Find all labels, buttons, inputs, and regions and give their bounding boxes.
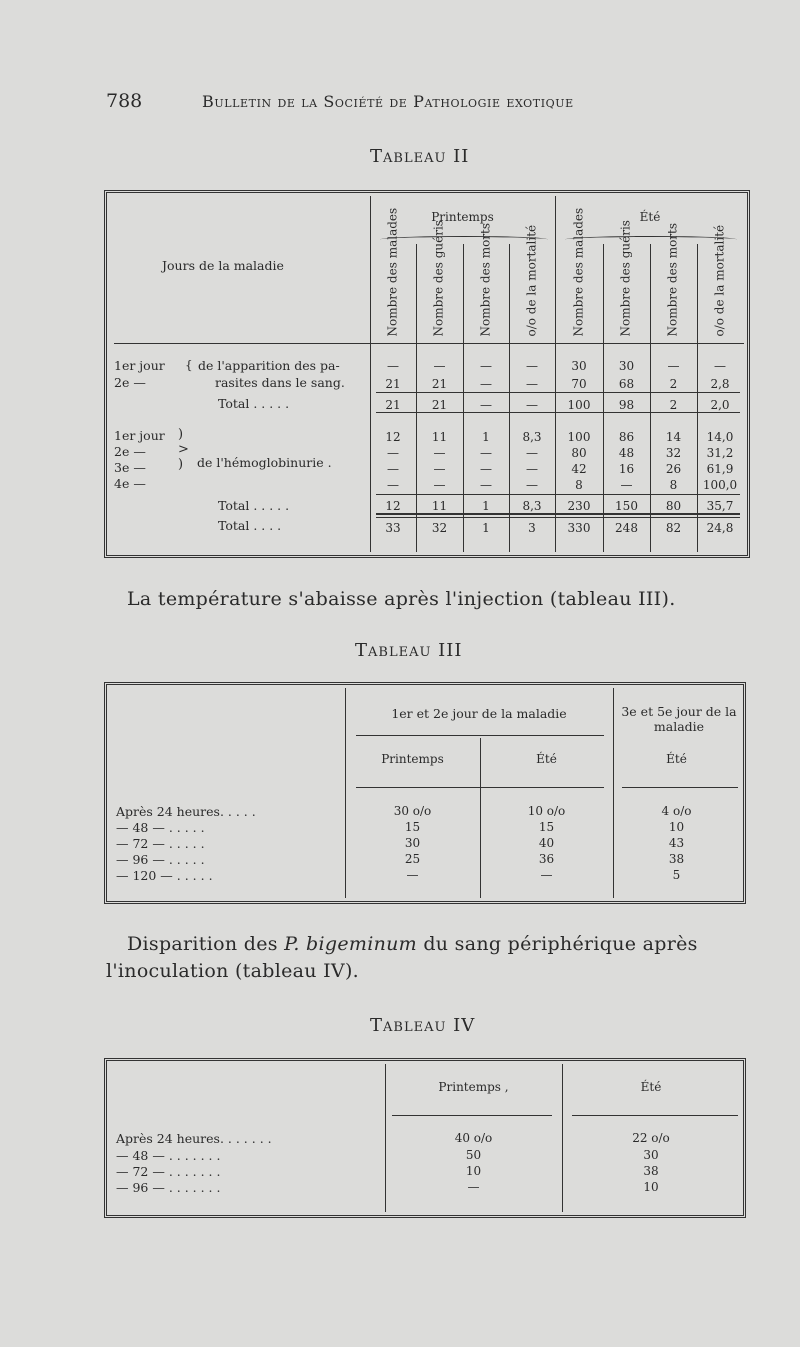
row-label: — 120 — . . . . . <box>116 868 213 883</box>
table-cell: 10 <box>643 1180 659 1194</box>
table-cell: 1 <box>482 521 490 535</box>
table-cell: 30 o/o <box>393 804 432 818</box>
table-cell: 26 <box>665 462 682 476</box>
section-label: de l'hémoglobinurie . <box>197 455 332 470</box>
table-cell: 24,8 <box>706 521 734 535</box>
table-cell: 50 <box>465 1148 482 1162</box>
table-cell: 1 <box>482 430 490 444</box>
table-cell: 100 <box>567 398 591 412</box>
row-label: Après 24 heures. . . . . . . <box>116 1131 272 1146</box>
table-cell: — <box>433 462 446 476</box>
table-cell: 30 <box>404 836 421 850</box>
day-label: 1er jour <box>114 428 165 443</box>
table-cell: 86 <box>618 430 635 444</box>
table-cell: 32 <box>431 521 448 535</box>
running-title: Bulletin de la Société de Pathologie exotique <box>202 92 574 111</box>
total-label: Total . . . . . <box>218 396 290 411</box>
table-cell: — <box>433 478 446 492</box>
paragraph-text: du sang périphérique après <box>416 933 698 955</box>
paragraph-text: Disparition des <box>127 933 285 955</box>
table-cell: 2 <box>669 398 678 412</box>
table-cell: 21 <box>431 377 448 391</box>
table-cell: 61,9 <box>706 462 734 476</box>
day-label: 2e — <box>114 375 146 390</box>
table-cell: 38 <box>668 852 685 866</box>
table-cell: 42 <box>571 462 587 476</box>
table-cell: — <box>667 359 680 373</box>
tableau-2-title: Tableau II <box>370 146 470 167</box>
row-label: — 48 — . . . . . . . <box>116 1148 221 1163</box>
table-cell: 80 <box>571 446 587 460</box>
table-cell: — <box>714 359 726 373</box>
col-nombre-gueris: Nombre des guéris <box>431 220 446 337</box>
paragraph-species: P. bigeminum <box>284 933 417 955</box>
table-cell: 36 <box>538 852 555 866</box>
day-label: 3e — <box>114 460 146 475</box>
brace: { <box>185 358 193 372</box>
total-label: Total . . . . . <box>218 498 290 513</box>
table-cell: 4 o/o <box>661 804 692 818</box>
section-label: rasites dans le sang. <box>215 375 345 390</box>
row-label: — 96 — . . . . . . . <box>116 1180 221 1195</box>
table-cell: 100,0 <box>702 478 738 492</box>
table-cell: 2,8 <box>710 377 730 391</box>
table-cell: 30 <box>643 1148 659 1162</box>
table-cell: — <box>387 446 399 460</box>
col-mortalite: o/o de la mortalité <box>712 224 727 337</box>
row-label: — 48 — . . . . . <box>116 820 205 835</box>
table-cell: 15 <box>404 820 421 834</box>
paragraph: La température s'abaisse après l'injection (tableau III). <box>127 588 676 610</box>
grand-total-label: Total . . . . <box>218 518 282 533</box>
day-label: 1er jour <box>114 358 165 373</box>
table-cell: 10 <box>668 820 685 834</box>
table-cell: 1 <box>482 499 490 513</box>
table-cell: 38 <box>643 1164 659 1178</box>
group-printemps: Printemps <box>431 210 494 224</box>
day-label: 4e — <box>114 476 146 491</box>
table-cell: 12 <box>385 499 401 513</box>
table-cell: — <box>480 462 492 476</box>
col-nombre-malades: Nombre des malades <box>571 207 586 337</box>
table-cell: — <box>467 1180 480 1194</box>
row-header-label: Jours de la maladie <box>162 258 284 273</box>
table-cell: 10 o/o <box>527 804 566 818</box>
table-cell: 32 <box>665 446 682 460</box>
row-label: Après 24 heures. . . . . <box>116 804 256 819</box>
table-cell: 21 <box>431 398 448 412</box>
sub-printemps: Printemps <box>381 752 444 766</box>
tableau-3-title: Tableau III <box>355 640 463 661</box>
table-cell: 8,3 <box>522 430 542 444</box>
table-cell: — <box>406 868 419 882</box>
table-cell: — <box>480 377 492 391</box>
sub-ete: Été <box>536 752 557 766</box>
table-cell: — <box>480 478 492 492</box>
table-cell: 30 <box>618 359 635 373</box>
table-cell: 33 <box>385 521 401 535</box>
table-cell: 43 <box>668 836 685 850</box>
table-cell: 8 <box>575 478 583 492</box>
table-cell: 248 <box>615 521 638 535</box>
table-cell: — <box>540 868 553 882</box>
table-cell: 40 <box>538 836 555 850</box>
table-cell: 21 <box>385 377 401 391</box>
table-cell: 2 <box>669 377 678 391</box>
table-cell: 150 <box>615 499 638 513</box>
group-ete: Été <box>639 210 661 224</box>
col-nombre-malades: Nombre des malades <box>385 207 400 337</box>
table-cell: 35,7 <box>706 499 734 513</box>
col-ete: Été <box>640 1080 662 1094</box>
table-cell: — <box>387 359 399 373</box>
table-cell: — <box>387 478 399 492</box>
table-cell: 14 <box>665 430 682 444</box>
table-cell: 48 <box>618 446 635 460</box>
table-cell: 3 <box>528 521 536 535</box>
table-cell: 31,2 <box>706 446 734 460</box>
table-cell: 2,0 <box>710 398 730 412</box>
table-cell: — <box>526 359 538 373</box>
table-cell: 11 <box>431 499 448 513</box>
paragraph <box>127 933 698 955</box>
paragraph: l'inoculation (tableau IV). <box>106 960 360 982</box>
section-label: de l'apparition des pa- <box>198 358 340 373</box>
table-cell: 14,0 <box>706 430 734 444</box>
table-cell: — <box>480 359 492 373</box>
col-nombre-gueris: Nombre des guéris <box>618 220 633 337</box>
page-number: 788 <box>106 90 143 112</box>
col-printemps: Printemps , <box>438 1080 509 1094</box>
table-cell: 70 <box>571 377 587 391</box>
table-cell: 40 o/o <box>454 1131 493 1145</box>
table-cell: 25 <box>404 852 421 866</box>
table-cell: — <box>526 398 538 412</box>
table-cell: 15 <box>538 820 555 834</box>
row-label: — 72 — . . . . . <box>116 836 205 851</box>
col-nombre-morts: Nombre des morts <box>665 222 680 337</box>
table-cell: — <box>433 359 446 373</box>
table-cell: 30 <box>571 359 587 373</box>
table-cell: — <box>387 462 399 476</box>
table-cell: — <box>526 377 538 391</box>
row-label: — 96 — . . . . . <box>116 852 205 867</box>
day-label: 2e — <box>114 444 146 459</box>
table-cell: — <box>433 446 446 460</box>
brace: ) > ) <box>178 427 189 472</box>
group-1-2-jour: 1er et 2e jour de la maladie <box>391 706 567 721</box>
col-mortalite: o/o de la mortalité <box>524 224 539 337</box>
table-cell: 8 <box>669 478 678 492</box>
table-cell: 8,3 <box>522 499 542 513</box>
sub-ete: Été <box>666 752 687 766</box>
table-cell: — <box>526 462 538 476</box>
table-cell: — <box>480 398 492 412</box>
table-cell: 12 <box>385 430 401 444</box>
table-cell: 330 <box>567 521 591 535</box>
tableau-4-title: Tableau IV <box>370 1015 476 1036</box>
group-3-5-jour: 3e et 5e jour de la maladie <box>621 704 737 734</box>
table-cell: 10 <box>465 1164 482 1178</box>
table-cell: 80 <box>665 499 682 513</box>
table-cell: 100 <box>567 430 591 444</box>
table-cell: 98 <box>618 398 635 412</box>
table-cell: 16 <box>618 462 635 476</box>
table-cell: 11 <box>431 430 448 444</box>
table-cell: — <box>526 478 538 492</box>
table-cell: 5 <box>672 868 681 882</box>
table-cell: — <box>480 446 492 460</box>
table-cell: — <box>526 446 538 460</box>
row-label: — 72 — . . . . . . . <box>116 1164 221 1179</box>
table-cell: 68 <box>618 377 635 391</box>
table-cell: 230 <box>567 499 591 513</box>
table-cell: 22 o/o <box>632 1131 670 1145</box>
col-nombre-morts: Nombre des morts <box>478 222 493 337</box>
table-cell: 21 <box>385 398 401 412</box>
table-cell: — <box>620 478 633 492</box>
table-cell: 82 <box>665 521 682 535</box>
